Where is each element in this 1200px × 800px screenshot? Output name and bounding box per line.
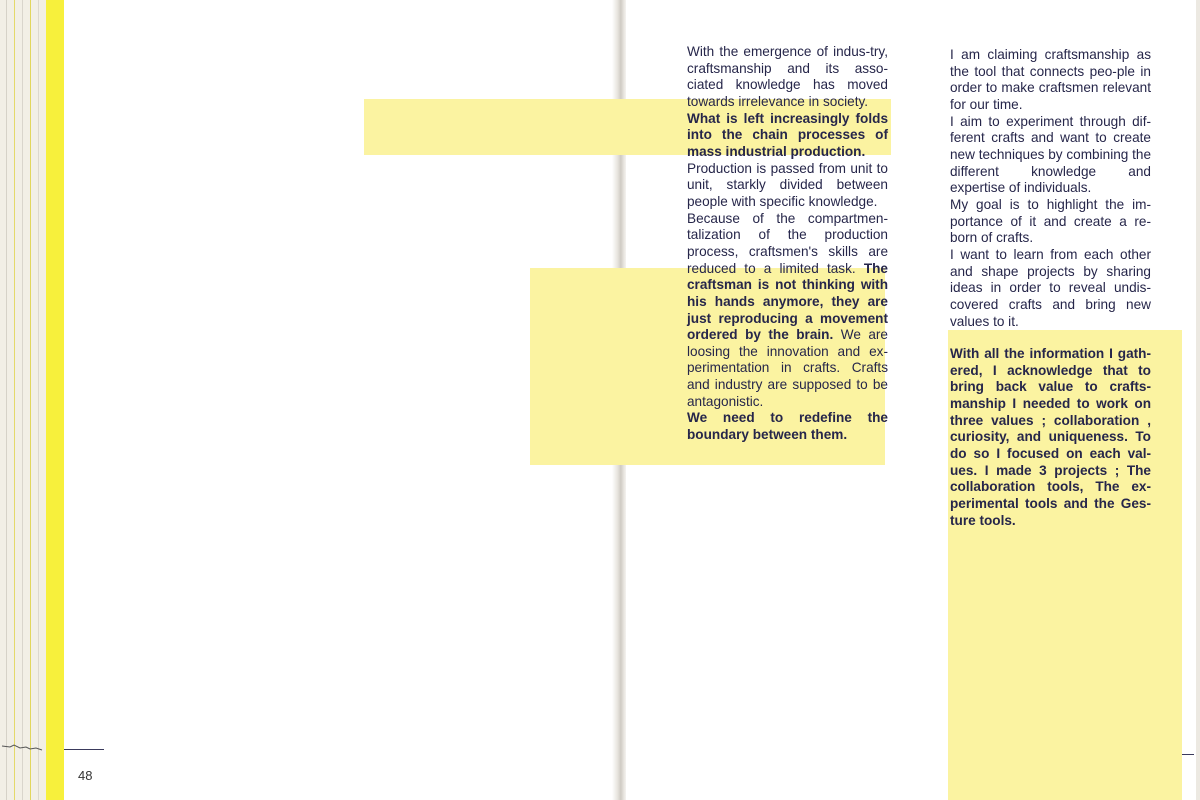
paragraph-compartmentalization-start: Because of the compartmen-talization of the production process, craftsmen's skills are reduced to a limited task. [687,210,888,276]
text-column-1 [687,44,888,444]
paragraph-redefine: We need to redefine the boundary between them. [687,410,888,443]
paragraph-goal: My goal is to highlight the im-portance of it and create a re-born of crafts. [950,196,1151,246]
page-edge-line [6,0,7,800]
paragraph-production: Production is passed from unit to unit, starkly divided between people with specific knowledge. [687,160,888,209]
paragraph-compartmentalization [687,211,888,411]
page-edge-stack [0,0,48,800]
paragraph-compartmentalization-end: We are loosing the innovation and ex-perimentation in crafts. Crafts and industry are supposed to be antagonistic. [687,327,888,409]
paragraph-learn: I want to learn from each other and shape projects by sharing ideas in order to reveal undis-covered crafts and bring new values to it. [950,246,1151,329]
right-page-edge [1196,0,1200,800]
paragraph-folds: What is left increasingly folds into the chain processes of mass industrial production. [687,110,888,159]
paragraph-emergence: With the emergence of indus-try, craftsmanship and its asso-ciated knowledge has moved towards irrelevance in society. [687,44,888,109]
footer-rule-left [64,749,104,750]
text-column-2 [950,47,1151,529]
pencil-mark [0,738,48,758]
paragraph-conclusion: With all the information I gath-ered, I acknowledge that to bring back value to crafts-manship I needed to work on three values ; collaboration , curiosity, and uniqueness. To do so I focused on each val-ues. I made 3 projects ; The collaboration tools, The ex-perimental tools and the Ges-ture tools. [950,346,1151,528]
page-edge-line [22,0,23,800]
paragraph-claiming: I am claiming craftsmanship as the tool that connects peo-ple in order to make craftsmen relevant for our time. [950,47,1151,112]
yellow-page-edge [46,0,64,800]
page-edge-line [14,0,15,800]
page-edge-line [38,0,39,800]
page-edge-line [30,0,31,800]
paragraph-experiment: I aim to experiment through dif-ferent crafts and want to create new techniques by combining the different knowledge and expertise of individuals. [950,113,1152,196]
page-number-left: 48 [78,768,93,783]
paragraph-compartmentalization-bold: The craftsman is not thinking with his hands anymore, they are just reproducing a movement ordered by the brain. [687,260,888,343]
